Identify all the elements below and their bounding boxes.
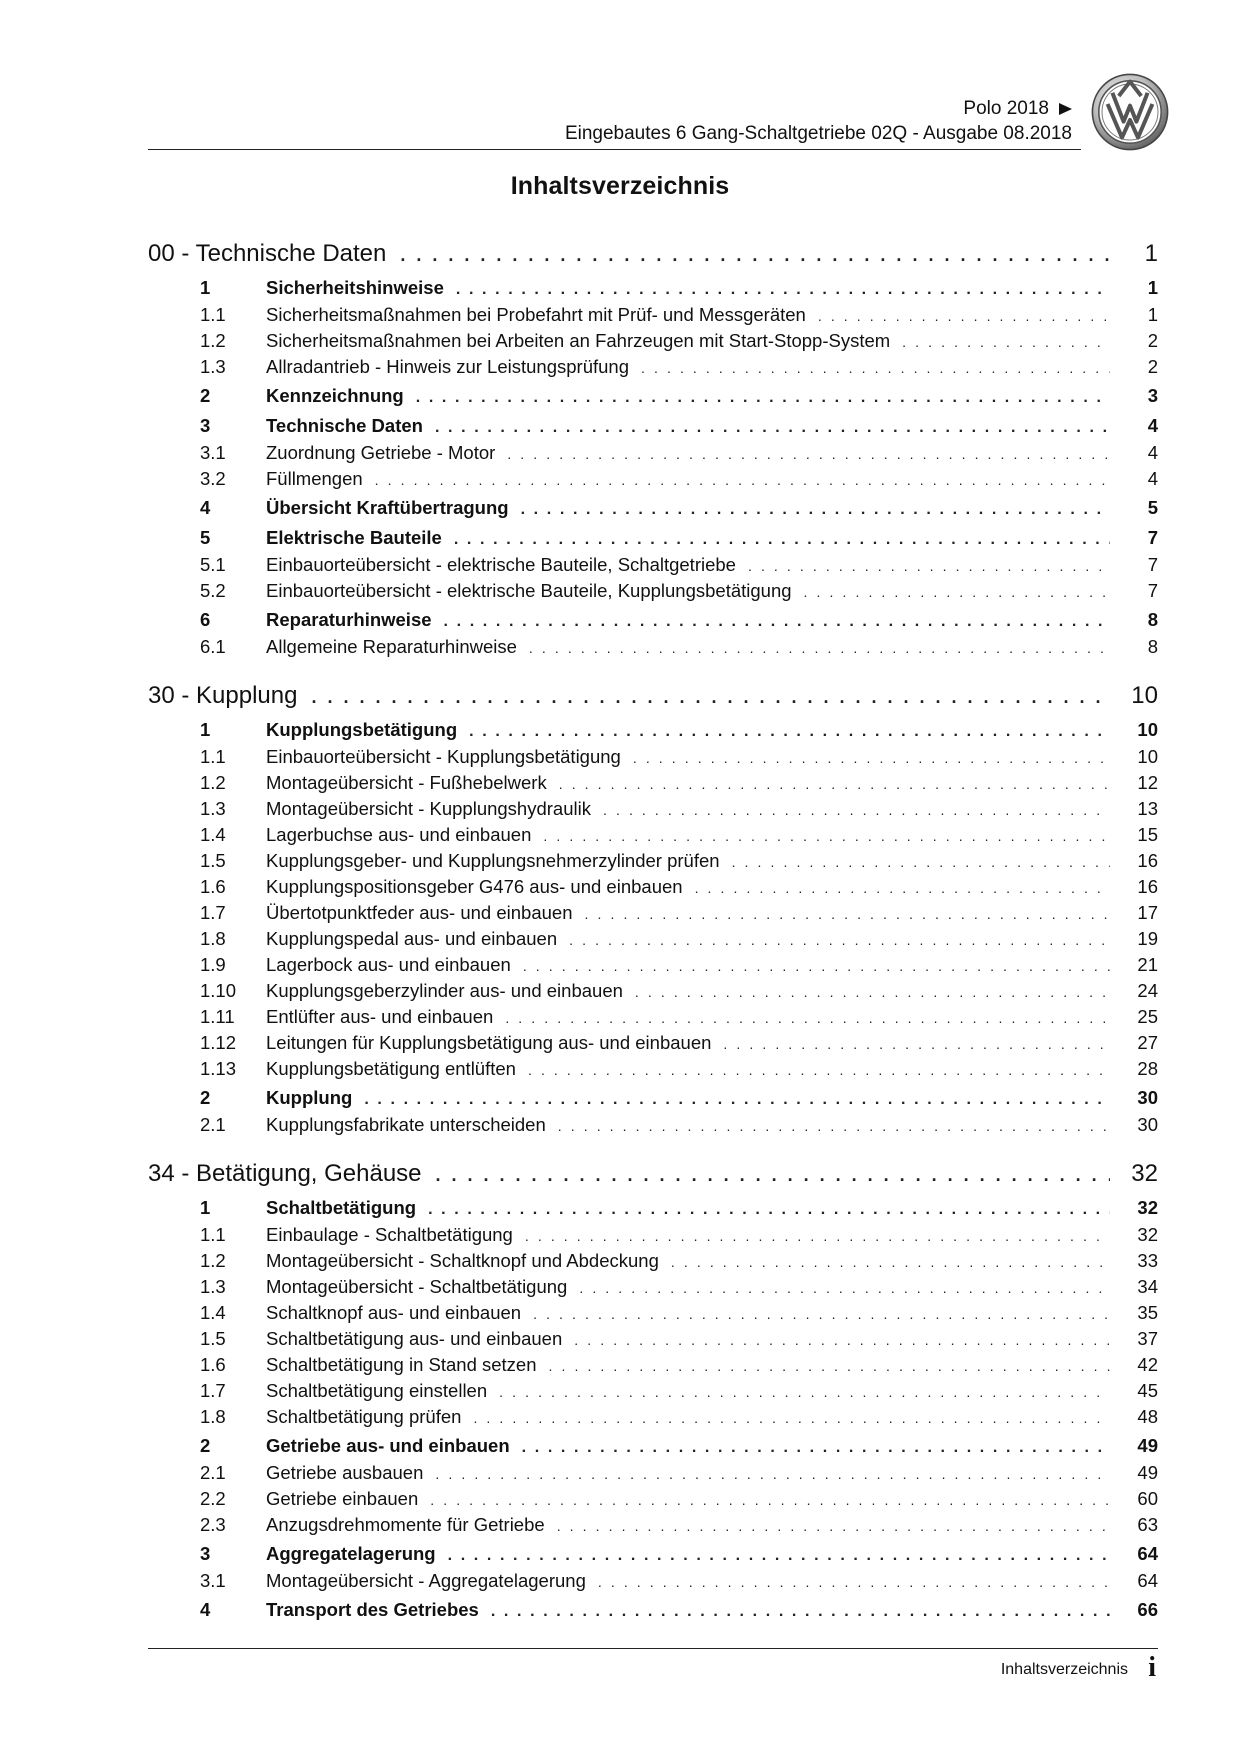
toc-dot-leader	[507, 442, 1110, 464]
toc-subsection-row[interactable]	[148, 876, 1158, 902]
toc-page-number: 3	[1147, 385, 1158, 406]
toc-entry-title: Entlüfter aus- und einbauen	[266, 1006, 494, 1027]
toc-page-number: 48	[1137, 1406, 1158, 1427]
toc-page-number: 30	[1137, 1087, 1158, 1108]
toc-page-number: 10	[1131, 682, 1158, 709]
toc-entry-number: 1.1	[200, 1224, 226, 1245]
toc-section-row[interactable]	[148, 719, 1158, 746]
toc-dot-leader	[529, 636, 1110, 658]
toc-entry-title: Getriebe einbauen	[266, 1488, 419, 1509]
toc-entry-title: 00 - Technische Daten	[148, 240, 387, 267]
toc-subsection-row[interactable]	[148, 304, 1158, 330]
toc-entry-number: 2	[200, 1435, 211, 1456]
toc-subsection-row[interactable]	[148, 636, 1158, 662]
toc-subsection-row[interactable]	[148, 356, 1158, 382]
toc-entry-title: Kupplungspositionsgeber G476 aus- und einbauen	[266, 876, 683, 897]
toc-dot-leader	[598, 1570, 1110, 1592]
toc-section-row[interactable]	[148, 497, 1158, 524]
toc-entry-number: 1.5	[200, 1328, 226, 1349]
toc-dot-leader	[525, 1224, 1110, 1246]
toc-section-row[interactable]	[148, 609, 1158, 636]
toc-subsection-row[interactable]	[148, 772, 1158, 798]
toc-entry-title: Schaltknopf aus- und einbauen	[266, 1302, 522, 1323]
toc-subsection-row[interactable]	[148, 1488, 1158, 1514]
toc-dot-leader	[748, 554, 1110, 576]
toc-page-number: 66	[1137, 1599, 1158, 1620]
toc-dot-leader	[528, 1058, 1110, 1080]
toc-entry-title: Schaltbetätigung	[266, 1197, 417, 1218]
toc-subsection-row[interactable]	[148, 1224, 1158, 1250]
toc-page-number: 12	[1137, 772, 1158, 793]
toc-entry-title: Kupplungspedal aus- und einbauen	[266, 928, 558, 949]
toc-dot-leader	[505, 1006, 1110, 1028]
toc-entry-number: 1.6	[200, 1354, 226, 1375]
toc-subsection-row[interactable]	[148, 850, 1158, 876]
toc-dot-leader	[695, 876, 1110, 898]
toc-dot-leader	[585, 902, 1111, 924]
table-of-contents	[148, 240, 1158, 1626]
toc-entry-number: 1.10	[200, 980, 237, 1001]
toc-entry-number: 1	[200, 277, 211, 298]
toc-subsection-row[interactable]	[148, 902, 1158, 928]
toc-chapter-gap	[148, 662, 1158, 676]
toc-entry-title: Transport des Getriebes	[266, 1599, 479, 1620]
toc-entry-title: Getriebe ausbauen	[266, 1462, 424, 1483]
toc-page-number: 1	[1147, 304, 1158, 325]
toc-dot-leader	[364, 1087, 1110, 1109]
toc-chapter-row[interactable]	[148, 1160, 1158, 1194]
toc-dot-leader	[641, 356, 1110, 378]
toc-dot-leader	[633, 746, 1110, 768]
toc-subsection-row[interactable]	[148, 824, 1158, 850]
toc-subsection-row[interactable]	[148, 1380, 1158, 1406]
toc-dot-leader	[543, 824, 1110, 846]
toc-page-number: 2	[1147, 356, 1158, 377]
toc-entry-title: Reparaturhinweise	[266, 609, 432, 630]
toc-page-number: 64	[1137, 1543, 1158, 1564]
toc-subsection-row[interactable]	[148, 746, 1158, 772]
toc-chapter-row[interactable]	[148, 682, 1158, 716]
toc-subsection-row[interactable]	[148, 1006, 1158, 1032]
toc-entry-title: Lagerbuchse aus- und einbauen	[266, 824, 532, 845]
toc-entry-number: 3.1	[200, 442, 226, 463]
toc-entry-title: Technische Daten	[266, 415, 423, 436]
toc-subsection-row[interactable]	[148, 580, 1158, 606]
toc-entry-title: Montageübersicht - Fußhebelwerk	[266, 772, 547, 793]
toc-entry-title: Montageübersicht - Schaltbetätigung	[266, 1276, 568, 1297]
toc-page-number: 5	[1147, 497, 1158, 518]
toc-entry-title: Leitungen für Kupplungsbetätigung aus- und einbauen	[266, 1032, 712, 1053]
toc-entry-number: 2	[200, 1087, 211, 1108]
toc-chapter-row[interactable]	[148, 240, 1158, 274]
toc-subsection-row[interactable]	[148, 1328, 1158, 1354]
toc-page-number: 49	[1137, 1435, 1158, 1456]
toc-subsection-row[interactable]	[148, 798, 1158, 824]
toc-page-number: 24	[1137, 980, 1158, 1001]
header-model: Polo 2018	[963, 98, 1049, 119]
toc-entry-number: 5	[200, 527, 211, 548]
toc-dot-leader	[416, 385, 1110, 407]
toc-entry-title: Montageübersicht - Schaltknopf und Abdeckung	[266, 1250, 659, 1271]
toc-entry-number: 1.3	[200, 356, 226, 377]
toc-entry-title: Schaltbetätigung aus- und einbauen	[266, 1328, 563, 1349]
toc-entry-number: 1.2	[200, 330, 226, 351]
toc-page-number: 10	[1137, 719, 1158, 740]
toc-page-number: 7	[1147, 580, 1158, 601]
toc-section-row[interactable]	[148, 527, 1158, 554]
toc-dot-leader	[558, 1114, 1110, 1136]
toc-subsection-row[interactable]	[148, 1406, 1158, 1432]
toc-entry-number: 5.2	[200, 580, 226, 601]
toc-page-number: 7	[1147, 554, 1158, 575]
toc-entry-title: Einbauorteübersicht - Kupplungsbetätigung	[266, 746, 621, 767]
toc-dot-leader	[557, 1514, 1110, 1536]
toc-entry-title: Allradantrieb - Hinweis zur Leistungsprüfung	[266, 356, 629, 377]
toc-dot-leader	[375, 468, 1110, 490]
toc-dot-leader	[671, 1250, 1110, 1272]
toc-entry-number: 1.9	[200, 954, 226, 975]
toc-entry-title: Montageübersicht - Kupplungshydraulik	[266, 798, 591, 819]
toc-dot-leader	[579, 1276, 1110, 1298]
toc-subsection-row[interactable]	[148, 330, 1158, 356]
toc-entry-title: Allgemeine Reparaturhinweise	[266, 636, 517, 657]
toc-dot-leader	[723, 1032, 1110, 1054]
toc-entry-number: 3	[200, 1543, 211, 1564]
toc-page-number: 34	[1137, 1276, 1158, 1297]
toc-section-row[interactable]	[148, 1435, 1158, 1462]
toc-dot-leader	[435, 1462, 1110, 1484]
toc-entry-title: Getriebe aus- und einbauen	[266, 1435, 510, 1456]
toc-page-number: 27	[1137, 1032, 1158, 1053]
toc-dot-leader	[533, 1302, 1110, 1324]
toc-dot-leader	[569, 928, 1110, 950]
toc-entry-title: Übersicht Kraftübertragung	[266, 497, 509, 518]
toc-subsection-row[interactable]	[148, 554, 1158, 580]
toc-entry-number: 1.7	[200, 1380, 226, 1401]
toc-page-number: 21	[1137, 954, 1158, 975]
toc-entry-number: 1.5	[200, 850, 226, 871]
toc-section-row[interactable]	[148, 1599, 1158, 1626]
toc-page-number: 45	[1137, 1380, 1158, 1401]
toc-entry-title: Sicherheitsmaßnahmen bei Arbeiten an Fahrzeugen mit Start-Stopp-System	[266, 330, 891, 351]
toc-page-number: 16	[1137, 876, 1158, 897]
toc-page-number: 4	[1147, 442, 1158, 463]
toc-dot-leader	[732, 850, 1110, 872]
toc-entry-number: 1.3	[200, 1276, 226, 1297]
toc-entry-number: 1.1	[200, 746, 226, 767]
toc-entry-title: 30 - Kupplung	[148, 682, 298, 709]
toc-dot-leader	[436, 1160, 1110, 1188]
toc-entry-number: 2.2	[200, 1488, 226, 1509]
toc-dot-leader	[804, 580, 1110, 602]
toc-dot-leader	[603, 798, 1110, 820]
toc-page-number: 30	[1137, 1114, 1158, 1135]
toc-entry-title: Kupplung	[266, 1087, 353, 1108]
toc-entry-title: Kupplungsgeberzylinder aus- und einbauen	[266, 980, 623, 1001]
toc-entry-number: 1.2	[200, 772, 226, 793]
toc-entry-number: 2	[200, 385, 211, 406]
toc-dot-leader	[473, 1406, 1110, 1428]
toc-page-number: 28	[1137, 1058, 1158, 1079]
toc-subsection-row[interactable]	[148, 954, 1158, 980]
toc-subsection-row[interactable]	[148, 980, 1158, 1006]
toc-subsection-row[interactable]	[148, 1514, 1158, 1540]
vw-logo-icon	[1090, 72, 1170, 152]
toc-page-number: 32	[1137, 1197, 1158, 1218]
toc-entry-number: 2.1	[200, 1462, 226, 1483]
page-header	[148, 96, 1072, 148]
toc-subsection-row[interactable]	[148, 1462, 1158, 1488]
toc-subsection-row[interactable]	[148, 468, 1158, 494]
toc-page-number: 25	[1137, 1006, 1158, 1027]
toc-page-number: 16	[1137, 850, 1158, 871]
toc-dot-leader	[902, 330, 1110, 352]
toc-dot-leader	[491, 1599, 1110, 1621]
toc-page-number: 35	[1137, 1302, 1158, 1323]
toc-section-row[interactable]	[148, 415, 1158, 442]
toc-dot-leader	[428, 1197, 1110, 1219]
toc-entry-number: 2.1	[200, 1114, 226, 1135]
toc-entry-title: Einbaulage - Schaltbetätigung	[266, 1224, 513, 1245]
toc-entry-number: 2.3	[200, 1514, 226, 1535]
toc-entry-number: 6	[200, 609, 211, 630]
toc-dot-leader	[521, 497, 1110, 519]
toc-subsection-row[interactable]	[148, 442, 1158, 468]
footer-label: Inhaltsverzeichnis	[1000, 1661, 1128, 1678]
toc-entry-number: 3.2	[200, 468, 226, 489]
toc-subsection-row[interactable]	[148, 1058, 1158, 1084]
toc-page-number: 37	[1137, 1328, 1158, 1349]
toc-subsection-row[interactable]	[148, 1114, 1158, 1140]
toc-entry-number: 3.1	[200, 1570, 226, 1591]
toc-entry-title: Elektrische Bauteile	[266, 527, 442, 548]
toc-entry-title: Anzugsdrehmomente für Getriebe	[266, 1514, 545, 1535]
toc-entry-number: 1.1	[200, 304, 226, 325]
toc-page-number: 2	[1147, 330, 1158, 351]
toc-page-number: 17	[1137, 902, 1158, 923]
toc-dot-leader	[818, 304, 1110, 326]
toc-entry-number: 1.8	[200, 928, 226, 949]
toc-entry-number: 1	[200, 719, 211, 740]
toc-dot-leader	[456, 277, 1110, 299]
toc-page-number: 33	[1137, 1250, 1158, 1271]
toc-entry-title: Einbauorteübersicht - elektrische Bauteile, Schaltgetriebe	[266, 554, 736, 575]
toc-entry-title: Lagerbock aus- und einbauen	[266, 954, 511, 975]
toc-entry-title: 34 - Betätigung, Gehäuse	[148, 1160, 422, 1187]
toc-dot-leader	[430, 1488, 1110, 1510]
toc-section-row[interactable]	[148, 1197, 1158, 1224]
toc-subsection-row[interactable]	[148, 1276, 1158, 1302]
toc-entry-title: Kupplungsfabrikate unterscheiden	[266, 1114, 546, 1135]
toc-entry-number: 6.1	[200, 636, 226, 657]
footer-divider	[148, 1648, 1158, 1649]
toc-dot-leader	[549, 1354, 1111, 1376]
toc-page-number: 8	[1147, 609, 1158, 630]
toc-subsection-row[interactable]	[148, 1302, 1158, 1328]
toc-dot-leader	[635, 980, 1110, 1002]
toc-entry-title: Einbauorteübersicht - elektrische Bauteile, Kupplungsbetätigung	[266, 580, 792, 601]
toc-entry-number: 1.3	[200, 798, 226, 819]
toc-chapter-gap	[148, 1140, 1158, 1154]
toc-page-number: 7	[1147, 527, 1158, 548]
toc-page-number: 8	[1147, 636, 1158, 657]
toc-entry-number: 1	[200, 1197, 211, 1218]
toc-entry-title: Kupplungsbetätigung entlüften	[266, 1058, 516, 1079]
toc-subsection-row[interactable]	[148, 1354, 1158, 1380]
toc-entry-number: 1.11	[200, 1006, 235, 1027]
toc-section-row[interactable]	[148, 277, 1158, 304]
toc-dot-leader	[499, 1380, 1110, 1402]
toc-entry-title: Sicherheitshinweise	[266, 277, 444, 298]
toc-dot-leader	[435, 415, 1110, 437]
toc-dot-leader	[469, 719, 1110, 741]
toc-page-number: 63	[1137, 1514, 1158, 1535]
toc-entry-title: Schaltbetätigung in Stand setzen	[266, 1354, 537, 1375]
toc-entry-title: Füllmengen	[266, 468, 363, 489]
toc-entry-title: Übertotpunktfeder aus- und einbauen	[266, 902, 573, 923]
toc-subsection-row[interactable]	[148, 1032, 1158, 1058]
toc-section-row[interactable]	[148, 385, 1158, 412]
toc-dot-leader	[523, 954, 1110, 976]
toc-subsection-row[interactable]	[148, 1570, 1158, 1596]
toc-page-number: 15	[1137, 824, 1158, 845]
toc-dot-leader	[400, 240, 1110, 268]
header-subtitle: Eingebautes 6 Gang-Schaltgetriebe 02Q - Ausgabe 08.2018	[564, 123, 1072, 144]
toc-page-number: 1	[1147, 277, 1158, 298]
toc-entry-number: 3	[200, 415, 211, 436]
toc-entry-title: Kupplungsgeber- und Kupplungsnehmerzylinder prüfen	[266, 850, 720, 871]
toc-subsection-row[interactable]	[148, 1250, 1158, 1276]
toc-entry-number: 1.12	[200, 1032, 237, 1053]
toc-entry-number: 1.8	[200, 1406, 226, 1427]
toc-section-row[interactable]	[148, 1543, 1158, 1570]
toc-entry-number: 1.2	[200, 1250, 226, 1271]
toc-entry-number: 1.4	[200, 1302, 226, 1323]
toc-page-number: 42	[1137, 1354, 1158, 1375]
toc-entry-title: Sicherheitsmaßnahmen bei Probefahrt mit Prüf- und Messgeräten	[266, 304, 806, 325]
toc-page-number: 32	[1137, 1224, 1158, 1245]
toc-entry-title: Aggregatelagerung	[266, 1543, 436, 1564]
toc-page-number: 1	[1144, 240, 1158, 267]
toc-page-number: 13	[1137, 798, 1158, 819]
toc-entry-title: Schaltbetätigung prüfen	[266, 1406, 462, 1427]
toc-dot-leader	[444, 609, 1110, 631]
toc-page-number: 4	[1147, 468, 1158, 489]
toc-section-row[interactable]	[148, 1087, 1158, 1114]
toc-entry-title: Schaltbetätigung einstellen	[266, 1380, 488, 1401]
header-model-line	[963, 98, 1072, 120]
page-title: Inhaltsverzeichnis	[510, 172, 730, 200]
toc-page-number: 4	[1147, 415, 1158, 436]
toc-dot-leader	[454, 527, 1110, 549]
toc-entry-number: 4	[200, 497, 211, 518]
toc-entry-title: Montageübersicht - Aggregatelagerung	[266, 1570, 586, 1591]
toc-entry-title: Zuordnung Getriebe - Motor	[266, 442, 496, 463]
toc-page-number: 49	[1137, 1462, 1158, 1483]
toc-dot-leader	[448, 1543, 1110, 1565]
toc-dot-leader	[522, 1435, 1110, 1457]
toc-page-number: 64	[1137, 1570, 1158, 1591]
toc-dot-leader	[559, 772, 1110, 794]
toc-entry-number: 1.6	[200, 876, 226, 897]
toc-entry-number: 1.7	[200, 902, 226, 923]
toc-entry-number: 5.1	[200, 554, 226, 575]
right-arrow-icon	[1059, 103, 1072, 115]
toc-entry-title: Kennzeichnung	[266, 385, 404, 406]
toc-entry-number: 1.13	[200, 1058, 237, 1079]
toc-page-number: 19	[1137, 928, 1158, 949]
toc-entry-number: 1.4	[200, 824, 226, 845]
toc-entry-title: Kupplungsbetätigung	[266, 719, 458, 740]
header-divider	[148, 149, 1081, 150]
toc-dot-leader	[574, 1328, 1110, 1350]
toc-dot-leader	[311, 682, 1110, 710]
toc-entry-number: 4	[200, 1599, 211, 1620]
toc-subsection-row[interactable]	[148, 928, 1158, 954]
toc-page-number: 60	[1137, 1488, 1158, 1509]
toc-page-number: 10	[1137, 746, 1158, 767]
footer-page-number: i	[1148, 1652, 1156, 1683]
toc-page-number: 32	[1131, 1160, 1158, 1187]
